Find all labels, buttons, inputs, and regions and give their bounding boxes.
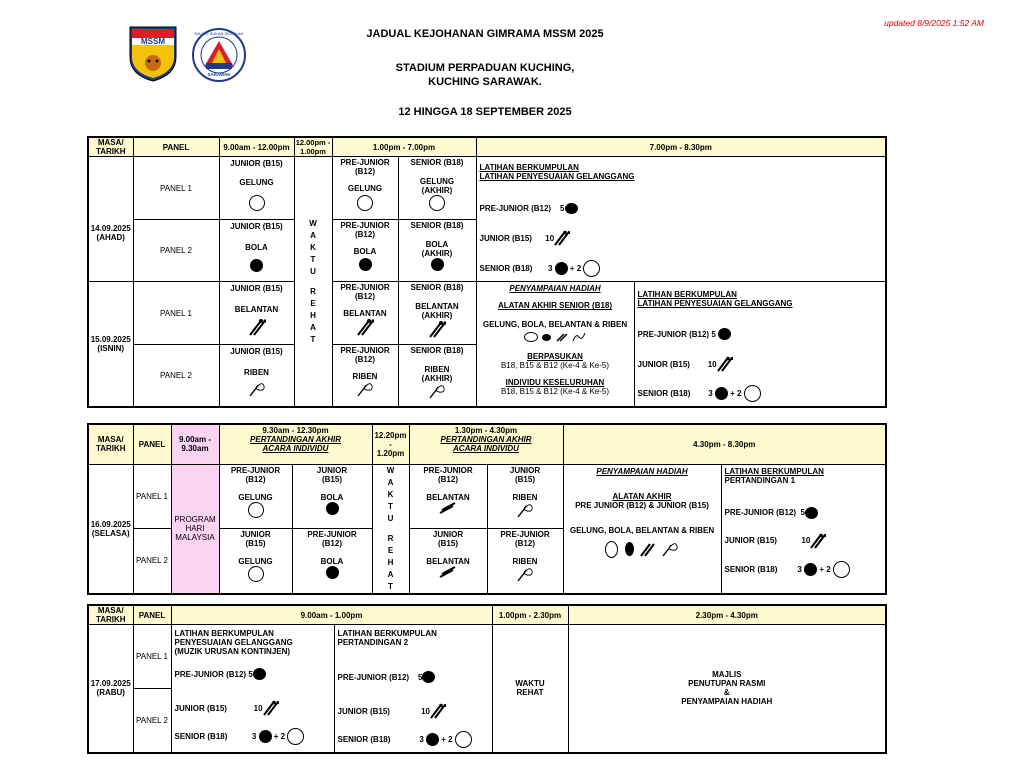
waktu-rehat-letter: A	[310, 322, 316, 332]
hoop-icon	[833, 561, 850, 578]
header-time-0900: 9.00am - 9.30am	[171, 424, 219, 464]
updated-timestamp: updated 8/9/2025 1:52 AM	[884, 18, 984, 28]
waktu-rehat-vertical	[294, 157, 332, 407]
acara-individu-label: ACARA INDIVIDU	[409, 444, 563, 464]
waktu-rehat-letter: A	[387, 477, 394, 487]
header-time-morning: 9.30am - 12.30pm PERTANDINGAN AKHIR	[219, 424, 372, 444]
waktu-rehat-letter	[373, 525, 409, 533]
clubs-icon	[430, 703, 446, 719]
ball-icon	[359, 258, 372, 271]
schedule-table-1	[87, 136, 887, 408]
penyampaian-hadiah-day2: PENYAMPAIAN HADIAH ALATAN AKHIR SENIOR (B18) GELUNG, BOLA, BELANTAN & RIBEN BERPASUKAN B18, B15 & B12 (Ke-4 & Ke-5) INDIVIDU KESELURUHAN B18, B15 & B12 (Ke-4 & Ke-5)	[476, 282, 634, 407]
clubs-icon	[717, 356, 733, 372]
clubs-icon	[556, 332, 568, 342]
waktu-rehat-letter: E	[387, 545, 394, 555]
clubs-icon	[248, 318, 266, 336]
waktu-rehat-letter: R	[310, 286, 316, 296]
hoop-icon	[357, 195, 373, 211]
schedule-table-2	[87, 423, 887, 595]
header-panel: PANEL	[133, 424, 171, 464]
header-time-break: 12.00pm - 1.00pm	[295, 138, 331, 157]
header-time-morning: 9.00am - 12.00pm	[219, 137, 294, 157]
event-cell: JUNIOR (B15) BELANTAN	[409, 529, 487, 594]
ribbon-icon	[572, 332, 586, 342]
ball-icon	[422, 671, 435, 683]
event-cell: SENIOR (B18) BELANTAN (AKHIR)	[398, 282, 476, 345]
event-cell: PRE-JUNIOR (B12) GELUNG	[219, 464, 292, 529]
clubs-icon	[439, 502, 457, 514]
venue-line-2: KUCHING SARAWAK.	[428, 76, 542, 88]
header-time-break: 1.00pm - 2.30pm	[492, 605, 568, 625]
event-cell: PRE-JUNIOR (B12) RIBEN	[487, 529, 563, 594]
event-cell: PRE-JUNIOR (B12) BELANTAN	[332, 282, 398, 345]
header-masa-tarikh: MASA/ TARIKH	[88, 137, 133, 157]
page-title: JADUAL KEJOHANAN GIMRAMA MSSM 2025	[366, 28, 604, 40]
ribbon-icon	[356, 381, 374, 397]
waktu-rehat-letter: T	[388, 501, 393, 511]
program-hari-malaysia: PROGRAM HARI MALAYSIA	[171, 464, 219, 594]
latihan-block-day2: LATIHAN BERKUMPULAN LATIHAN PENYESUAIAN GELANGGANG PRE-JUNIOR (B12) 5 JUNIOR (B15) 10 SENIOR (B18) 3 + 2	[634, 282, 886, 407]
ball-icon	[555, 262, 568, 275]
event-cell: JUNIOR (B15) BOLA	[219, 220, 294, 282]
waktu-rehat-letter: U	[310, 266, 316, 276]
waktu-rehat-letter: W	[309, 218, 317, 228]
event-cell: SENIOR (B18) GELUNG (AKHIR)	[398, 157, 476, 220]
latihan-block-day1: LATIHAN BERKUMPULAN LATIHAN PENYESUAIAN GELANGGANG PRE-JUNIOR (B12) 5 JUNIOR (B15) 10 SENIOR (B18) 3 + 2	[476, 157, 886, 282]
ball-icon	[804, 563, 817, 576]
hoop-icon	[287, 728, 304, 745]
penyampaian-hadiah-day3: PENYAMPAIAN HADIAH ALATAN AKHIR PRE JUNIOR (B12) & JUNIOR (B15) GELUNG, BOLA, BELANTAN & RIBEN	[563, 464, 721, 594]
waktu-rehat-letter: E	[310, 298, 316, 308]
event-cell: JUNIOR (B15) BELANTAN	[219, 282, 294, 345]
ball-icon	[326, 502, 339, 515]
ball-icon	[565, 203, 578, 214]
hoop-icon	[524, 332, 538, 342]
event-cell: PRE-JUNIOR (B12) BELANTAN	[409, 464, 487, 529]
panel-label: PANEL 1	[133, 282, 219, 345]
hoop-icon	[455, 731, 472, 748]
waktu-rehat-letter: K	[387, 489, 394, 499]
clubs-icon	[810, 533, 826, 549]
clubs-icon	[356, 318, 374, 336]
sarawak-logo-text: MAJLIS SUKAN SEKOLAH	[194, 31, 244, 36]
majlis-penutupan: MAJLIS PENUTUPAN RASMI & PENYAMPAIAN HADIAH	[568, 625, 886, 753]
event-cell: PRE-JUNIOR (B12) GELUNG	[332, 157, 398, 220]
event-cell: JUNIOR (B15) BOLA	[292, 464, 372, 529]
date-cell-16-09: 16.09.2025 (SELASA)	[88, 464, 133, 594]
hoop-icon	[248, 502, 264, 518]
hoop-icon	[249, 195, 265, 211]
clubs-icon	[428, 320, 446, 338]
panel-label: PANEL 1	[133, 464, 171, 529]
sarawak-logo-text-2: SARAWAK	[207, 72, 231, 77]
ribbon-icon	[428, 383, 446, 399]
waktu-rehat-block: WAKTU REHAT	[492, 625, 568, 753]
panel-label: PANEL 1	[133, 157, 219, 220]
hoop-icon	[744, 385, 761, 402]
mssm-logo	[128, 25, 178, 83]
event-cell: JUNIOR (B15) RIBEN	[219, 345, 294, 407]
ball-icon	[715, 387, 728, 400]
header-time-afternoon: 2.30pm - 4.30pm	[568, 605, 886, 625]
clubs-icon	[439, 566, 457, 578]
header-panel: PANEL	[133, 137, 219, 157]
ribbon-icon	[516, 502, 534, 518]
ribbon-icon	[516, 566, 534, 582]
ball-icon	[431, 258, 444, 271]
clubs-icon	[263, 700, 279, 716]
clubs-icon	[640, 541, 656, 557]
header-panel: PANEL	[133, 605, 171, 625]
header-time-evening: 7.00pm - 8.30pm	[476, 137, 886, 157]
ball-icon	[253, 668, 266, 680]
ball-icon	[250, 259, 263, 272]
event-cell: JUNIOR (B15) RIBEN	[487, 464, 563, 529]
event-cell: JUNIOR (B15) GELUNG	[219, 529, 292, 594]
date-cell-14-09: 14.09.2025 (AHAD)	[88, 157, 133, 282]
waktu-rehat-letter: K	[310, 242, 316, 252]
ball-icon	[259, 730, 272, 743]
waktu-rehat-letter: U	[387, 513, 394, 523]
hoop-icon	[583, 260, 600, 277]
latihan-block-day4-b: LATIHAN BERKUMPULAN PERTANDINGAN 2 PRE-JUNIOR (B12) 5 JUNIOR (B15) 10 SENIOR (B18) 3 + 2	[334, 625, 492, 753]
mssm-logo-text: MSSM	[141, 37, 165, 46]
date-range: 12 HINGGA 18 SEPTEMBER 2025	[398, 106, 572, 118]
ribbon-icon	[661, 541, 679, 557]
event-cell: PRE-JUNIOR (B12) BOLA	[332, 220, 398, 282]
waktu-rehat-letter: A	[387, 569, 394, 579]
waktu-rehat-letter: T	[310, 334, 316, 344]
event-cell: JUNIOR (B15) GELUNG	[219, 157, 294, 220]
event-cell: PRE-JUNIOR (B12) RIBEN	[332, 345, 398, 407]
waktu-rehat-letter: T	[388, 581, 393, 591]
header-masa-tarikh: MASA/ TARIKH	[88, 424, 133, 464]
event-cell: PRE-JUNIOR (B12) BOLA	[292, 529, 372, 594]
waktu-rehat-letter: A	[310, 230, 316, 240]
sarawak-logo	[190, 27, 248, 83]
panel-label: PANEL 2	[133, 345, 219, 407]
header-time-evening: 4.30pm - 8.30pm	[563, 424, 886, 464]
date-cell-17-09: 17.09.2025 (RABU)	[88, 625, 133, 753]
event-cell: SENIOR (B18) BOLA (AKHIR)	[398, 220, 476, 282]
waktu-rehat-letter	[295, 278, 332, 286]
panel-label: PANEL 1	[133, 625, 171, 689]
event-cell: SENIOR (B18) RIBEN (AKHIR)	[398, 345, 476, 407]
waktu-rehat-letter: H	[310, 310, 316, 320]
acara-individu-label: ACARA INDIVIDU	[219, 444, 372, 464]
waktu-rehat-letter: R	[387, 533, 394, 543]
header-time-afternoon: 1.30pm - 4.30pm PERTANDINGAN AKHIR	[409, 424, 563, 444]
ball-icon	[426, 733, 439, 746]
latihan-block-day3: LATIHAN BERKUMPULAN PERTANDINGAN 1 PRE-JUNIOR (B12) 5 JUNIOR (B15) 10 SENIOR (B18) 3 + 2	[721, 464, 886, 594]
header-time-morning: 9.00am - 1.00pm	[171, 605, 492, 625]
panel-label: PANEL 2	[133, 529, 171, 594]
ribbon-icon	[248, 381, 266, 397]
panel-label: PANEL 2	[133, 220, 219, 282]
hoop-icon	[429, 195, 445, 211]
ball-icon	[326, 566, 339, 579]
waktu-rehat-vertical	[372, 464, 409, 594]
ball-icon	[805, 507, 818, 519]
panel-label: PANEL 2	[133, 689, 171, 753]
latihan-block-day4-a: LATIHAN BERKUMPULAN PENYESUAIAN GELANGGANG (MUZIK URUSAN KONTINJEN) PRE-JUNIOR (B12) 5 JUNIOR (B15) 10 SENIOR (B18) 3 + 2	[171, 625, 334, 753]
waktu-rehat-letter: H	[387, 557, 394, 567]
waktu-rehat-letter: W	[386, 465, 395, 475]
hoop-icon	[248, 566, 264, 582]
schedule-table-3	[87, 604, 887, 754]
ball-icon	[542, 334, 551, 341]
clubs-icon	[554, 230, 570, 246]
date-cell-15-09: 15.09.2025 (ISNIN)	[88, 282, 133, 407]
venue-line-1: STADIUM PERPADUAN KUCHING,	[395, 62, 575, 74]
header-time-afternoon: 1.00pm - 7.00pm	[332, 137, 476, 157]
header-time-break: 12.20pm - 1.20pm	[372, 424, 409, 464]
hoop-icon	[605, 541, 618, 558]
waktu-rehat-letter: T	[310, 254, 316, 264]
header-masa-tarikh: MASA/ TARIKH	[88, 605, 133, 625]
ball-icon	[718, 328, 731, 340]
ball-icon	[625, 542, 634, 556]
